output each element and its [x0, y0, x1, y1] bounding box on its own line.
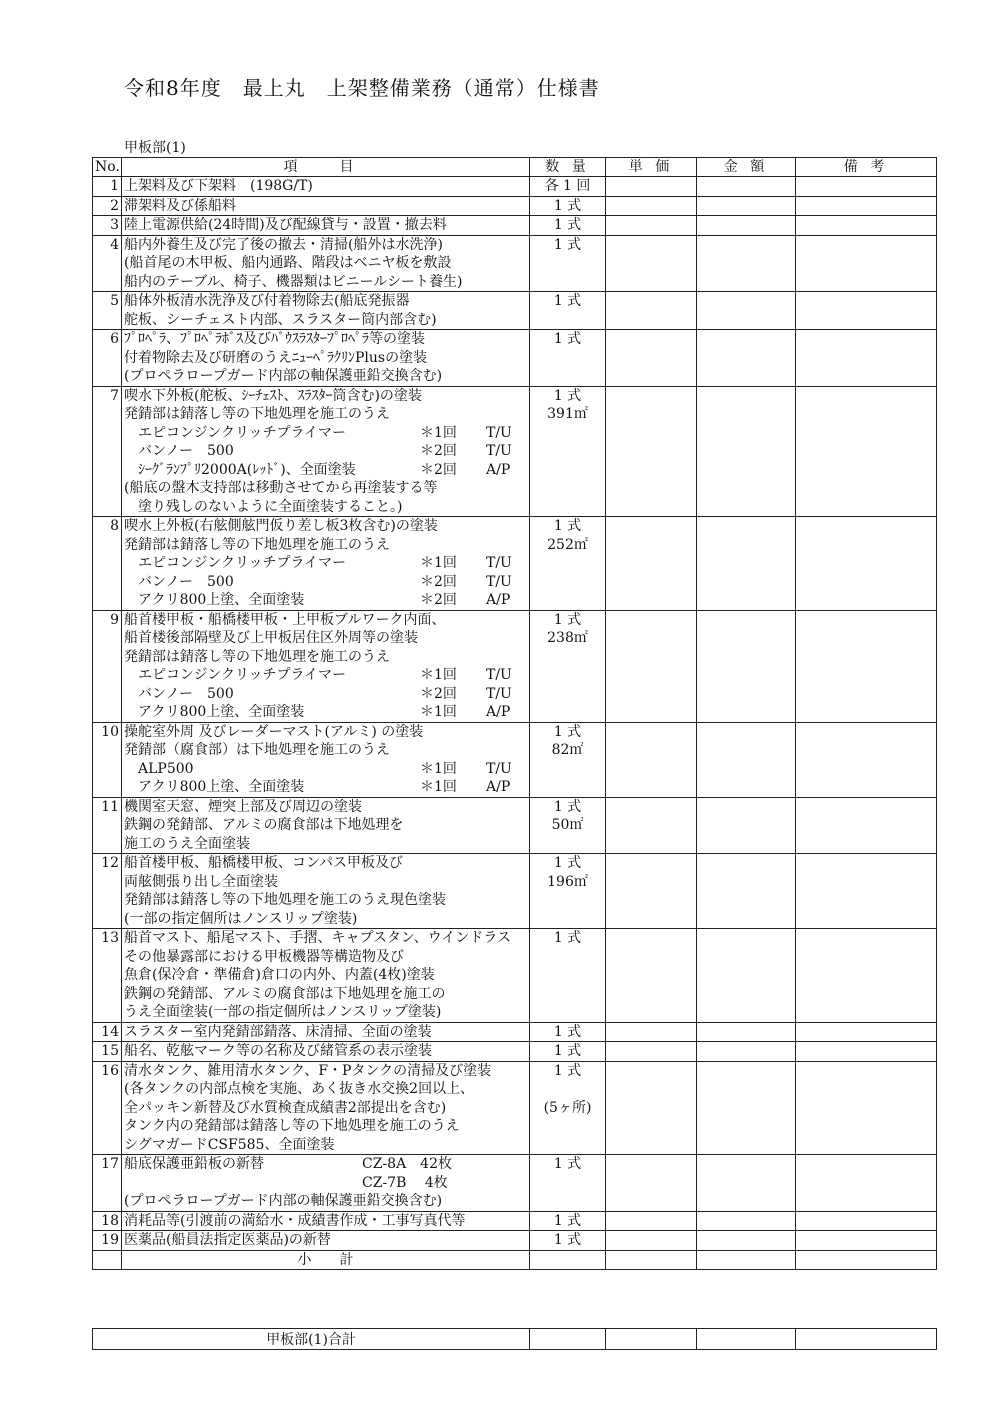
item-line: 医薬品(船員法指定医薬品)の新替: [124, 1232, 331, 1248]
paint-name: バンノー 500: [138, 443, 234, 459]
row-number: 5: [93, 292, 122, 330]
paint-name: エピコンジンクリッチプライマー: [138, 555, 347, 571]
row-number: 14: [93, 1022, 122, 1042]
row-number: 9: [93, 610, 122, 722]
row-number: 7: [93, 386, 122, 517]
paint-spec-line: [124, 554, 527, 573]
item-line: 船首楼甲板、船橋楼甲板、コンパス甲板及び: [124, 855, 404, 871]
paint-code: T/U: [486, 443, 512, 459]
paint-name: ALP500: [138, 760, 194, 777]
table-row: [93, 1211, 937, 1231]
row-item: [122, 1211, 530, 1231]
paint-code: A/P: [486, 779, 511, 795]
item-line: 鉄鋼の発錆部、アルミの腐食部は下地処理を施工の: [124, 985, 446, 1002]
paint-coats: ＊1回: [420, 555, 457, 571]
row-remarks: [796, 517, 937, 611]
row-number: 13: [93, 929, 122, 1023]
paint-spec-line: [124, 666, 527, 685]
item-line: 機関室天窓、煙突上部及び周辺の塗装: [124, 798, 362, 815]
row-remarks: [796, 1231, 937, 1251]
row-amount: [697, 1061, 796, 1155]
row-unit-price: [606, 1061, 697, 1155]
table-row: [93, 196, 937, 216]
row-remarks: [796, 1042, 937, 1062]
paint-coats: ＊1回: [420, 760, 457, 777]
row-number: 2: [93, 196, 122, 216]
item-line: その他暴露部における甲板機器等構造物及び: [124, 948, 404, 965]
paint-code: A/P: [486, 704, 511, 720]
quantity-line: 1 式: [553, 293, 582, 309]
row-unit-price: [606, 1022, 697, 1042]
item-line: 滞架料及び係船料: [124, 197, 236, 214]
row-item: [122, 216, 530, 236]
row-item: [122, 330, 530, 387]
row-quantity: [530, 1042, 606, 1062]
paint-coats: ＊2回: [420, 573, 457, 590]
quantity-line: (5ヶ所): [543, 1099, 592, 1116]
quantity-line: 1 式: [553, 331, 582, 347]
row-remarks: [796, 722, 937, 797]
row-amount: [697, 1211, 796, 1231]
total-table: [92, 1328, 937, 1350]
quantity-line: 1 式: [553, 1043, 582, 1059]
item-line: 上架料及び下架料 (198G/T): [124, 178, 313, 194]
row-quantity: [530, 235, 606, 292]
paint-name: ｼｰｸﾞﾗﾝﾌﾟﾘ2000A(ﾚｯﾄﾞ)、全面塗装: [138, 461, 356, 478]
paint-coats: ＊1回: [420, 779, 457, 795]
table-row: [93, 610, 937, 722]
row-quantity: [530, 1022, 606, 1042]
row-amount: [697, 196, 796, 216]
quantity-line: 1 式: [553, 1023, 582, 1040]
row-unit-price: [606, 1231, 697, 1251]
row-number: 16: [93, 1061, 122, 1155]
row-amount: [697, 1042, 796, 1062]
row-quantity: [530, 216, 606, 236]
item-line: 喫水下外板(舵板、ｼｰﾁｪｽﾄ、ｽﾗｽﾀｰ筒含む)の塗装: [124, 387, 422, 404]
paint-code: T/U: [486, 573, 512, 590]
item-line: 船内のテーブル、椅子、機器類はビニールシート養生): [124, 273, 463, 290]
paint-name: アクリ800上塗、全面塗装: [138, 704, 305, 720]
row-item: [122, 722, 530, 797]
paint-spec-line: [124, 591, 527, 610]
paint-name: エピコンジンクリッチプライマー: [138, 667, 347, 683]
paint-coats: ＊1回: [420, 704, 457, 720]
row-amount: [697, 929, 796, 1023]
row-quantity: [530, 330, 606, 387]
item-line: 舵板、シーチェスト内部、スラスター筒内部含む): [124, 311, 437, 328]
row-amount: [697, 610, 796, 722]
item-line: 陸上電源供給(24時間)及び配線貸与・設置・撤去料: [124, 217, 447, 233]
quantity-line: 82㎡: [551, 742, 584, 758]
item-line: 船底保護亜鉛板の新替 CZ-8A 42枚: [124, 1156, 453, 1172]
quantity-line: 238㎡: [547, 630, 588, 646]
row-quantity: [530, 196, 606, 216]
item-line: 発錆部は錆落し等の下地処理を施工のうえ現色塗装: [124, 892, 446, 908]
row-quantity: [530, 610, 606, 722]
row-item: [122, 797, 530, 854]
row-remarks: [796, 1155, 937, 1212]
item-line: 発錆部は錆落し等の下地処理を施工のうえ: [124, 648, 390, 665]
row-number: 17: [93, 1155, 122, 1212]
header-remarks: 備 考: [796, 158, 937, 177]
row-number: 18: [93, 1211, 122, 1231]
row-item: [122, 292, 530, 330]
row-unit-price: [606, 196, 697, 216]
row-remarks: [796, 929, 937, 1023]
item-line: 船体外板清水洗浄及び付着物除去(船底発振器: [124, 293, 410, 309]
header-qty: 数 量: [530, 158, 606, 177]
row-number: 15: [93, 1042, 122, 1062]
row-remarks: [796, 1022, 937, 1042]
item-line: 塗り残しのないように全面塗装すること。): [138, 498, 403, 515]
row-quantity: [530, 1211, 606, 1231]
row-unit-price: [606, 292, 697, 330]
row-amount: [697, 854, 796, 929]
row-amount: [697, 1231, 796, 1251]
row-unit-price: [606, 1155, 697, 1212]
row-number: 8: [93, 517, 122, 611]
row-item: [122, 386, 530, 517]
row-number: 10: [93, 722, 122, 797]
quantity-line: 252㎡: [547, 536, 588, 553]
row-amount: [697, 722, 796, 797]
row-item: [122, 929, 530, 1023]
quantity-line: 196㎡: [547, 873, 588, 890]
table-row: [93, 1155, 937, 1212]
paint-code: T/U: [486, 424, 512, 441]
table-row: [93, 1231, 937, 1251]
paint-name: アクリ800上塗、全面塗装: [138, 592, 305, 608]
row-unit-price: [606, 330, 697, 387]
item-line: 清水タンク、雑用清水タンク、F・Pタンクの清掃及び塗装: [124, 1062, 492, 1079]
row-quantity: [530, 1231, 606, 1251]
paint-code: T/U: [486, 685, 512, 702]
paint-spec-line: [124, 424, 527, 443]
row-item: [122, 1061, 530, 1155]
row-unit-price: [606, 797, 697, 854]
paint-coats: ＊1回: [420, 667, 457, 683]
row-quantity: [530, 854, 606, 929]
row-quantity: [530, 797, 606, 854]
quantity-line: 1 式: [553, 197, 582, 214]
table-row: [93, 1042, 937, 1062]
header-amount: 金 額: [697, 158, 796, 177]
row-item: [122, 1155, 530, 1212]
row-amount: [697, 1022, 796, 1042]
item-line: 全パッキン新替及び水質検査成績書2部提出を含む): [124, 1099, 447, 1116]
row-amount: [697, 517, 796, 611]
paint-name: バンノー 500: [138, 685, 234, 702]
header-item: 項 目: [122, 158, 530, 177]
row-unit-price: [606, 216, 697, 236]
paint-spec-line: [124, 778, 527, 797]
item-line: (プロペラロープガード内部の軸保護亜鉛交換含む): [124, 1193, 443, 1209]
row-remarks: [796, 292, 937, 330]
quantity-line: 1 式: [553, 217, 582, 233]
table-row: [93, 1022, 937, 1042]
subtotal-label: 小 計: [122, 1250, 530, 1270]
row-unit-price: [606, 929, 697, 1023]
item-line: 喫水上外板(右舷側舷門仮り差し板3枚含む)の塗装: [124, 518, 438, 534]
paint-spec-line: [124, 442, 527, 461]
paint-name: アクリ800上塗、全面塗装: [138, 779, 305, 795]
row-quantity: [530, 292, 606, 330]
row-unit-price: [606, 1211, 697, 1231]
table-row: [93, 330, 937, 387]
row-remarks: [796, 330, 937, 387]
quantity-line: 1 式: [553, 387, 582, 404]
row-quantity: [530, 929, 606, 1023]
item-line: タンク内の発錆部は錆落し等の下地処理を施工のうえ: [124, 1118, 460, 1134]
quantity-line: 1 式: [553, 855, 582, 871]
row-quantity: [530, 1061, 606, 1155]
row-remarks: [796, 610, 937, 722]
header-no: No.: [93, 158, 122, 177]
row-item: [122, 177, 530, 197]
quantity-line: 1 式: [553, 798, 582, 815]
row-amount: [697, 386, 796, 517]
table-row: [93, 1061, 937, 1155]
header-unit-price: 単 価: [606, 158, 697, 177]
quantity-line: 1 式: [553, 1232, 582, 1248]
row-unit-price: [606, 722, 697, 797]
paint-spec-line: [124, 760, 527, 779]
item-line: CZ-7B 4枚: [124, 1174, 448, 1191]
row-number: 11: [93, 797, 122, 854]
row-item: [122, 1231, 530, 1251]
item-line: 発錆部は錆落し等の下地処理を施工のうえ: [124, 536, 390, 553]
section-label: 甲板部(1): [124, 140, 186, 156]
paint-spec-line: [124, 573, 527, 592]
total-label: 甲板部(1)合計: [93, 1329, 530, 1350]
table-row: [93, 722, 937, 797]
row-amount: [697, 797, 796, 854]
row-remarks: [796, 797, 937, 854]
quantity-line: 1 式: [553, 236, 582, 253]
item-line: 施工のうえ全面塗装: [124, 835, 250, 852]
quantity-line: 1 式: [553, 1212, 582, 1229]
item-line: 船名、乾舷マーク等の名称及び緒管系の表示塗装: [124, 1043, 432, 1059]
item-line: 発錆部（腐食部）は下地処理を施工のうえ: [124, 742, 390, 758]
row-number: 3: [93, 216, 122, 236]
row-item: [122, 196, 530, 216]
paint-coats: ＊2回: [420, 685, 457, 702]
row-unit-price: [606, 854, 697, 929]
quantity-line: 1 式: [553, 930, 582, 946]
row-remarks: [796, 1061, 937, 1155]
item-line: シグマガードCSF585、全面塗装: [124, 1136, 335, 1153]
header-row: [93, 158, 937, 177]
row-item: [122, 517, 530, 611]
paint-coats: ＊2回: [420, 443, 457, 459]
item-line: 両舷側張り出し全面塗装: [124, 873, 278, 890]
paint-name: バンノー 500: [138, 573, 234, 590]
row-remarks: [796, 1211, 937, 1231]
row-item: [122, 1022, 530, 1042]
item-line: (船底の盤木支持部は移動させてから再塗装する等: [124, 480, 438, 496]
row-unit-price: [606, 235, 697, 292]
table-row: [93, 929, 937, 1023]
row-remarks: [796, 235, 937, 292]
row-quantity: [530, 1155, 606, 1212]
table-row: [93, 797, 937, 854]
item-line: うえ全面塗装(一部の指定個所はノンスリップ塗装): [124, 1004, 442, 1020]
paint-coats: ＊1回: [420, 424, 457, 441]
row-unit-price: [606, 1042, 697, 1062]
table-row: [93, 386, 937, 517]
quantity-line: 50㎡: [551, 817, 584, 833]
row-item: [122, 235, 530, 292]
paint-code: A/P: [486, 592, 511, 608]
item-line: 発錆部は錆落し等の下地処理を施工のうえ: [124, 406, 390, 422]
row-quantity: [530, 722, 606, 797]
paint-code: T/U: [486, 760, 512, 777]
quantity-line: 1 式: [553, 723, 582, 740]
item-line: 付着物除去及び研磨のうえﾆｭｰﾍﾟﾗｸﾘﾝPlusの塗装: [124, 349, 428, 366]
row-quantity: [530, 517, 606, 611]
row-item: [122, 854, 530, 929]
paint-coats: ＊2回: [420, 592, 457, 608]
row-amount: [697, 235, 796, 292]
row-unit-price: [606, 177, 697, 197]
row-item: [122, 610, 530, 722]
quantity-line: [532, 1080, 603, 1099]
item-line: 船内外養生及び完了後の撤去・清掃(船外は水洗浄): [124, 236, 443, 253]
item-line: 船首楼後部隔壁及び上甲板居住区外周等の塗装: [124, 630, 418, 646]
quantity-line: 1 式: [553, 1062, 582, 1079]
row-amount: [697, 216, 796, 236]
row-number: 6: [93, 330, 122, 387]
quantity-line: 1 式: [553, 611, 582, 628]
item-line: ﾌﾟﾛﾍﾟﾗ、ﾌﾟﾛﾍﾟﾗﾎﾞｽ及びﾊﾞｳｽﾗｽﾀｰﾌﾟﾛﾍﾟﾗ等の塗装: [124, 331, 425, 347]
paint-code: T/U: [486, 667, 512, 683]
table-row: [93, 216, 937, 236]
row-remarks: [796, 177, 937, 197]
row-amount: [697, 1155, 796, 1212]
row-remarks: [796, 854, 937, 929]
item-line: (各タンクの内部点検を実施、あく抜き水交換2回以上、: [124, 1081, 475, 1097]
row-number: 4: [93, 235, 122, 292]
paint-code: A/P: [486, 461, 511, 478]
row-unit-price: [606, 610, 697, 722]
total-row: [93, 1329, 937, 1350]
row-unit-price: [606, 386, 697, 517]
quantity-line: 1 式: [553, 518, 582, 534]
table-row: [93, 235, 937, 292]
row-amount: [697, 292, 796, 330]
row-remarks: [796, 386, 937, 517]
row-amount: [697, 177, 796, 197]
table-row: [93, 854, 937, 929]
row-amount: [697, 330, 796, 387]
paint-spec-line: [124, 461, 527, 480]
row-remarks: [796, 196, 937, 216]
item-line: (船首尾の木甲板、船内通路、階段はベニヤ板を敷設: [124, 255, 452, 271]
item-line: 鉄鋼の発錆部、アルミの腐食部は下地処理を: [124, 817, 404, 833]
table-row: [93, 517, 937, 611]
row-number: 19: [93, 1231, 122, 1251]
row-unit-price: [606, 517, 697, 611]
row-number: 12: [93, 854, 122, 929]
item-line: 消耗品等(引渡前の満給水・成績書作成・工事写真代等: [124, 1212, 466, 1229]
subtotal-row: [93, 1250, 937, 1270]
quantity-line: 各 1 回: [544, 178, 591, 194]
paint-spec-line: [124, 703, 527, 722]
paint-code: T/U: [486, 555, 512, 571]
row-quantity: [530, 177, 606, 197]
item-line: 魚倉(保冷倉・準備倉)倉口の内外、内蓋(4枚)塗装: [124, 967, 435, 983]
row-remarks: [796, 216, 937, 236]
item-line: 操舵室外周 及びレーダーマスト(アルミ) の塗装: [124, 723, 424, 740]
item-line: 船首楼甲板・船橋楼甲板・上甲板ブルワーク内面、: [124, 611, 446, 628]
quantity-line: 1 式: [553, 1156, 582, 1172]
table-row: [93, 292, 937, 330]
table-row: [93, 177, 937, 197]
row-quantity: [530, 386, 606, 517]
item-line: (一部の指定個所はノンスリップ塗装): [124, 910, 358, 927]
page-title: 令和8年度 最上丸 上架整備業務（通常）仕様書: [124, 76, 600, 100]
paint-spec-line: [124, 685, 527, 704]
item-line: スラスター室内発錆部錆落、床清掃、全面の塗装: [124, 1023, 432, 1040]
quantity-line: 391㎡: [547, 406, 588, 422]
paint-coats: ＊2回: [420, 461, 457, 478]
item-line: 船首マスト、船尾マスト、手摺、キャプスタン、ウインドラス: [124, 930, 511, 946]
item-line: (プロペラロープガード内部の軸保護亜鉛交換含む): [124, 368, 443, 384]
row-item: [122, 1042, 530, 1062]
paint-name: エピコンジンクリッチプライマー: [138, 424, 347, 441]
spec-table: [92, 157, 937, 1270]
row-number: 1: [93, 177, 122, 197]
